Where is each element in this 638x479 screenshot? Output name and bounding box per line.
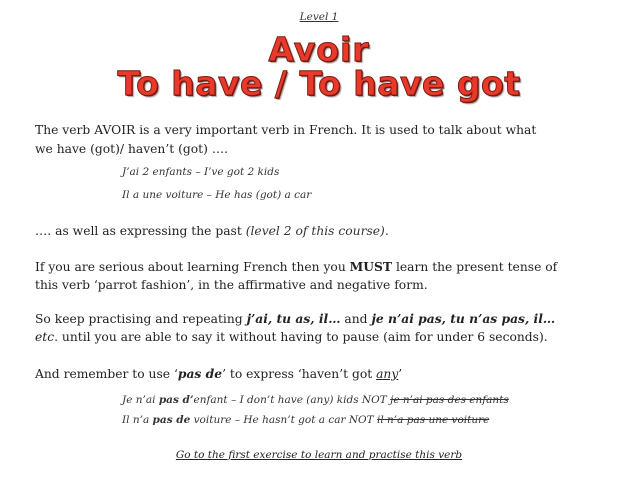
practise-etc: etc: [35, 330, 55, 344]
any-emphasis: any: [376, 367, 399, 381]
serious-line-1: [35, 257, 557, 277]
example-jai: J’ai 2 enfants – I’ve got 2 kids: [122, 166, 280, 178]
practise-part1: So keep practising and repeating: [35, 312, 247, 326]
example-je-nai: [122, 394, 509, 406]
affirmative-forms: j’ai, tu as, il…: [246, 311, 341, 326]
first-exercise-link[interactable]: Go to the first exercise to learn and practise this verb: [175, 449, 463, 461]
level-label: Level 1: [299, 11, 339, 23]
past-text: …. as well as expressing the past: [35, 224, 246, 238]
intro-line-2: we have (got)/ haven’t (got) ….: [35, 142, 229, 156]
past-paragraph: [35, 222, 389, 241]
pas-de-emphasis: pas de: [177, 366, 223, 381]
ex1-wrong: je n’ai pas des enfants: [390, 394, 509, 406]
remember-part1: And remember to use ‘: [35, 367, 178, 381]
example-il-a: Il a une voiture – He has (got) a car: [122, 189, 312, 201]
page-subtitle: To have / To have got: [117, 64, 521, 103]
practise-rest: . until you are able to say it without having to pause (aim for under 6 seconds).: [54, 330, 548, 344]
ex2-wrong: il n’a pas une voiture: [376, 414, 490, 426]
practise-line-1: [35, 309, 555, 329]
intro-line-1: The verb AVOIR is a very important verb in French. It is used to talk about what: [35, 123, 537, 137]
remember-line: [35, 364, 402, 384]
must-emphasis: MUST: [349, 259, 393, 274]
ex1-b: pas d’: [158, 394, 194, 406]
past-italic: (level 2 of this course).: [245, 224, 389, 238]
serious-part1: If you are serious about learning French then you: [35, 260, 350, 274]
ex2-a: Il n’a: [122, 414, 153, 426]
example-il-na: [122, 414, 489, 426]
ex2-b: pas de: [152, 414, 191, 426]
negative-forms: je n’ai pas, tu n’as pas, il…: [371, 311, 556, 326]
ex2-c: voiture – He hasn’t got a car NOT: [190, 414, 377, 426]
practise-line-2: [35, 328, 548, 347]
serious-line-2: this verb ‘parrot fashion’, in the affirmative and negative form.: [35, 278, 428, 292]
remember-part2: ’ to express ‘haven’t got: [222, 367, 377, 381]
page-title: Avoir: [268, 30, 370, 69]
ex1-c: enfant – I don’t have (any) kids NOT: [193, 394, 391, 406]
remember-part3: ’: [398, 367, 403, 381]
practise-and: and: [340, 312, 372, 326]
ex1-a: Je n’ai: [122, 394, 159, 406]
serious-part2: learn the present tense of: [392, 260, 558, 274]
